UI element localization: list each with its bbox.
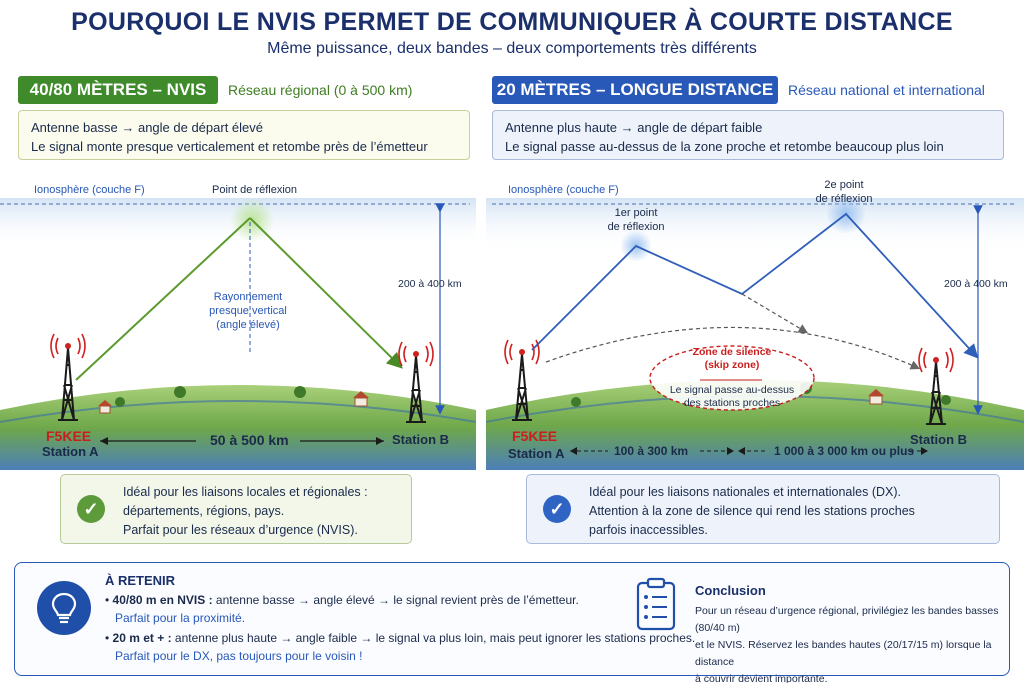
- longdist-station-b: Station B: [910, 432, 968, 447]
- conclusion-line1: Pour un réseau d’urgence régional, privilégiez les bandes basses (80/40 m): [695, 605, 999, 634]
- nvis-callsign: F5KEE: [46, 428, 92, 444]
- first-point-line1: 1er point: [614, 207, 658, 219]
- item1-bold: 40/80 m en NVIS :: [112, 593, 213, 607]
- nvis-station-a: Station A: [42, 444, 99, 459]
- longdist-callsign: F5KEE: [512, 428, 558, 444]
- second-point-line1: 2e point: [824, 179, 864, 191]
- longdist-desc-line2: Le signal passe au-dessus de la zone proche et retombe beaucoup plus loin: [505, 139, 944, 154]
- longdist-diagram: [486, 170, 1024, 470]
- retenir-title: À RETENIR: [105, 573, 176, 588]
- check-icon: ✓: [77, 495, 105, 523]
- retenir-item2: • 20 m et + : antenne plus haute → angle faible → le signal va plus loin, mais peut ignorer les stations proches.: [105, 631, 696, 645]
- nvis-desc-line2: Le signal monte presque verticalement et retombe près de l’émetteur: [31, 139, 428, 154]
- nvis-desc-line1: Antenne basse → angle de départ élevé: [31, 120, 264, 135]
- longdist-height-label: 200 à 400 km: [944, 278, 1008, 290]
- skip-zone-title: [692, 346, 772, 372]
- retenir-item2-note: Parfait pour le DX, pas toujours pour le voisin !: [115, 649, 363, 663]
- skip-ghost-ray: [742, 294, 806, 332]
- second-reflection-label: [812, 178, 876, 206]
- nvis-ideal-line2: départements, régions, pays.: [123, 504, 285, 518]
- longdist-desc-line1: Antenne plus haute → angle de départ faible: [505, 120, 763, 135]
- skip-line2: des stations proches: [683, 397, 781, 409]
- skip-line1: Le signal passe au-dessus: [669, 384, 795, 396]
- skip-zone-text: [662, 384, 802, 410]
- longdist-near-distance: 100 à 300 km: [614, 444, 689, 458]
- conclusion-text: [695, 603, 1015, 683]
- nvis-ideal-line1: Idéal pour les liaisons locales et régionales :: [123, 485, 368, 499]
- conclusion-line3: à couvrir devient importante.: [695, 673, 828, 683]
- second-point-line2: de réflexion: [815, 193, 873, 205]
- page-subtitle: Même puissance, deux bandes – deux comportements très différents: [267, 40, 757, 57]
- longdist-far-distance: 1 000 à 3 000 km ou plus: [774, 444, 915, 458]
- nvis-distance: 50 à 500 km: [210, 432, 289, 448]
- skip-title: Zone de silence: [692, 346, 772, 358]
- nvis-band-subtitle: Réseau régional (0 à 500 km): [228, 82, 413, 98]
- radiation-line2: presque vertical: [209, 305, 287, 317]
- lightbulb-icon: [37, 581, 91, 635]
- longdist-ideal-line1: Idéal pour les liaisons nationales et internationales (DX).: [589, 485, 901, 499]
- longdist-ideal-line2: Attention à la zone de silence qui rend les stations proches: [589, 504, 915, 518]
- nvis-ideal-box: [60, 474, 412, 544]
- longdist-band-label: 20 MÈTRES – LONGUE DISTANCE: [492, 76, 778, 104]
- first-reflection-label: [604, 206, 668, 234]
- nvis-band-label: 40/80 MÈTRES – NVIS: [18, 76, 218, 104]
- item1-text: antenne basse → angle élevé → le signal revient près de l’émetteur.: [212, 593, 579, 607]
- longdist-ideal-box: [526, 474, 1000, 544]
- item2-bold: 20 m et + :: [112, 631, 172, 645]
- nvis-station-b: Station B: [392, 432, 450, 447]
- nvis-ionosphere-label: Ionosphère (couche F): [34, 184, 145, 196]
- longdist-band-subtitle: Réseau national et international: [788, 82, 985, 98]
- retenir-item1-note: Parfait pour la proximité.: [115, 611, 246, 625]
- nvis-ideal-line3: Parfait pour les réseaux d’urgence (NVIS).: [123, 523, 358, 537]
- nvis-reflection-label: Point de réflexion: [212, 184, 297, 196]
- skip-subtitle: (skip zone): [704, 359, 760, 371]
- longdist-ionosphere-label: Ionosphère (couche F): [508, 184, 619, 196]
- conclusion-line2: et le NVIS. Réservez les bandes hautes (20/17/15 m) lorsque la distance: [695, 639, 992, 668]
- nvis-description: [18, 110, 470, 160]
- retenir-panel: [14, 562, 1010, 683]
- conclusion-title: Conclusion: [695, 583, 766, 598]
- ionosphere-layer: [486, 198, 1024, 253]
- item2-text: antenne plus haute → angle faible → le signal va plus loin, mais peut ignorer les stations proches.: [171, 631, 696, 645]
- nvis-height-label: 200 à 400 km: [398, 278, 462, 290]
- nvis-radiation-label: [198, 290, 298, 332]
- first-point-line2: de réflexion: [607, 221, 665, 233]
- longdist-ideal-line3: parfois inaccessibles.: [589, 523, 708, 537]
- checklist-icon: [635, 577, 677, 631]
- retenir-item1: • 40/80 m en NVIS : antenne basse → angle élevé → le signal revient près de l’émetteur.: [105, 593, 579, 607]
- longdist-station-a: Station A: [508, 446, 565, 461]
- check-icon: ✓: [543, 495, 571, 523]
- longdist-description: [492, 110, 1004, 160]
- longdist-diagram-svg: [486, 170, 1024, 470]
- radiation-line3: (angle élevé): [216, 319, 280, 331]
- nvis-diagram: [0, 170, 476, 470]
- page-title: POURQUOI LE NVIS PERMET DE COMMUNIQUER À COURTE DISTANCE: [71, 8, 953, 36]
- radiation-line1: Rayonnement: [213, 291, 283, 303]
